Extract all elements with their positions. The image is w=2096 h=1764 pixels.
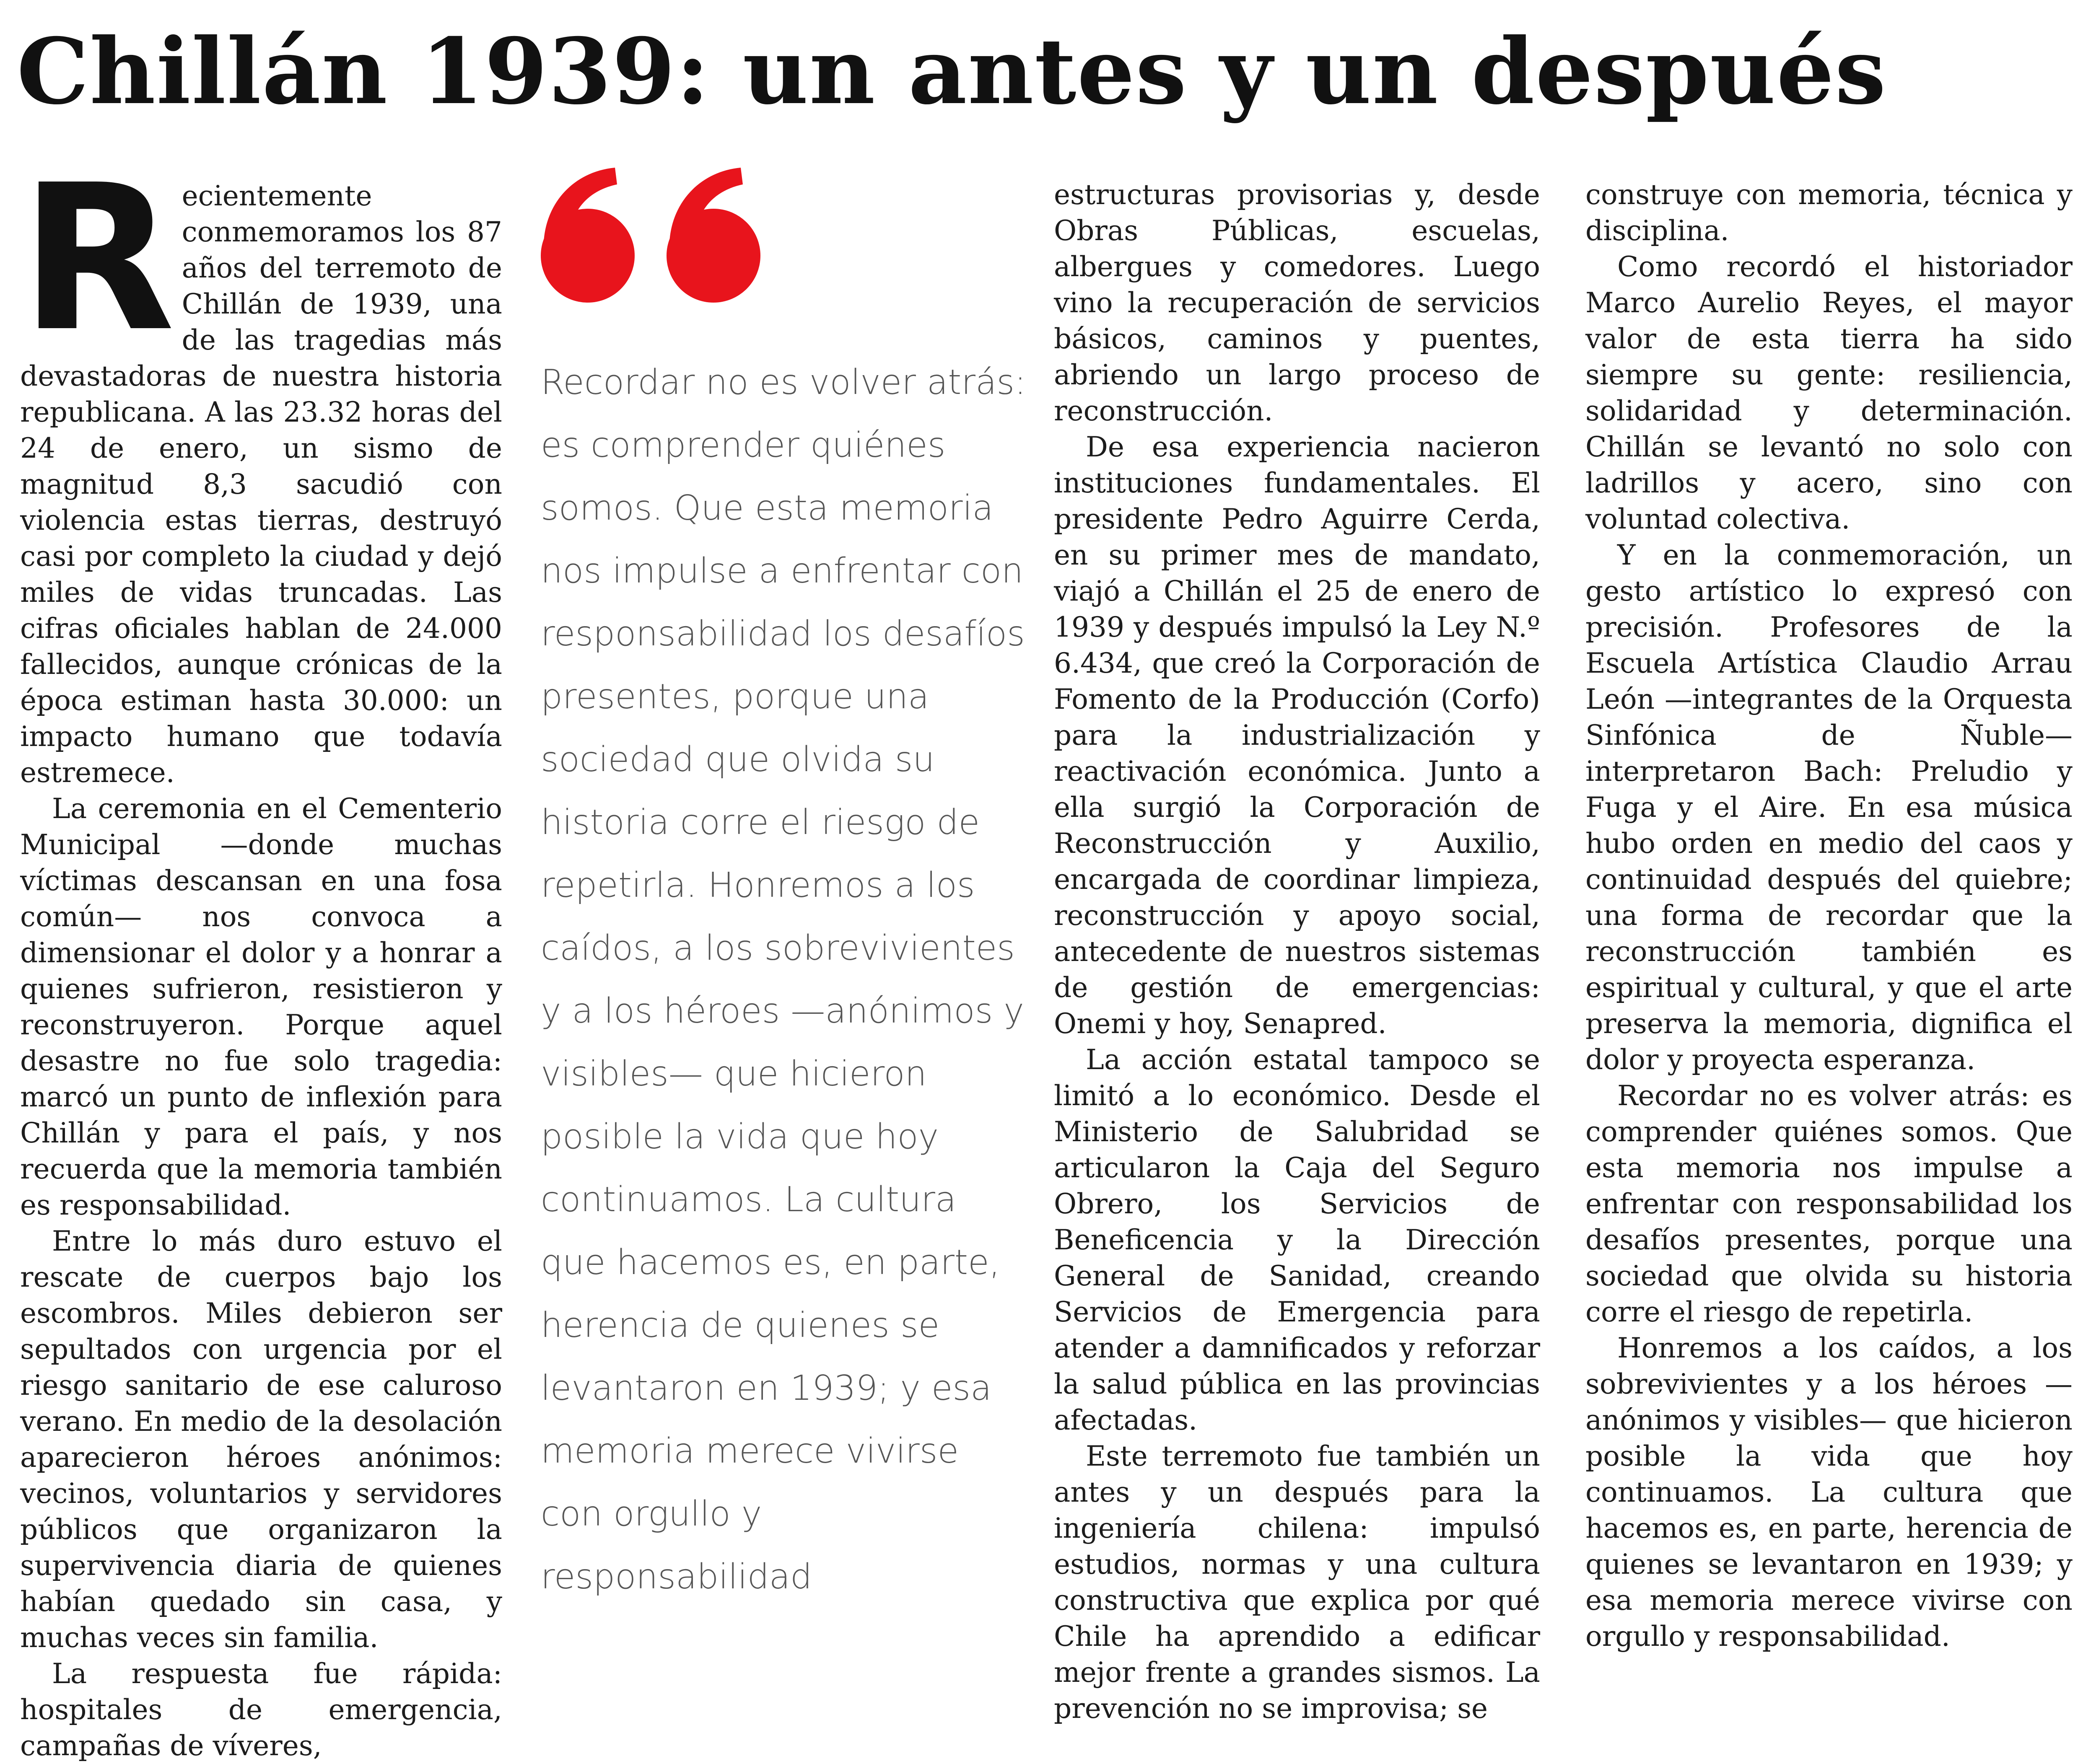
paragraph: construye con memoria, técnica y disciplina. xyxy=(1585,179,2073,247)
headline: Chillán 1939: un antes y un después xyxy=(17,18,1887,124)
article-column-3 xyxy=(1054,177,1540,1727)
paragraph: La acción estatal tampoco se limitó a lo económico. Desde el Ministerio de Salubridad se articularon la Caja del Seguro Obrero, los Servicios de Beneficencia y la Dirección General de Sanidad, creando Servicios de Emergencia para atender a damnificados y reforzar la salud pública en las provincias afectadas. xyxy=(1054,1044,1540,1436)
paragraph: Entre lo más duro estuvo el rescate de cuerpos bajo los escombros. Miles debieron ser sepultados con urgencia por el riesgo sanitario de ese caluroso verano. En medio de la desolación aparecieron héroes anónimos: vecinos, voluntarios y servidores públicos que organizaron la supervivencia diaria de quienes habían quedado sin casa, y muchas veces sin familia. xyxy=(20,1225,502,1654)
quotation-mark-icon xyxy=(537,166,766,304)
paragraph: La respuesta fue rápida: hospitales de emergencia, campañas de víveres, xyxy=(20,1658,502,1762)
paragraph: Como recordó el historiador Marco Aurelio Reyes, el mayor valor de esta tierra ha sido siempre su gente: resiliencia, solidaridad y determinación. Chillán se levantó no solo con ladrillos y acero, sino con voluntad colectiva. xyxy=(1585,251,2073,535)
paragraph: Honremos a los caídos, a los sobrevivientes y a los héroes —anónimos y visibles— que hicieron posible la vida que hoy continuamos. La cultura que hacemos es, en parte, herencia de quienes se levantaron en 1939; y esa memoria merece vivirse con orgullo y responsabilidad. xyxy=(1585,1332,2073,1653)
paragraph: Y en la conmemoración, un gesto artístico lo expresó con precisión. Profesores de la Escuela Artística Claudio Arrau León —integrantes de la Orquesta Sinfónica de Ñuble— interpretaron Bach: Preludio y Fuga y el Aire. En esa música hubo orden en medio del caos y continuidad después del quiebre; una forma de recordar que la reconstrucción también es espiritual y cultural, y que el arte preserva la memoria, dignifica el dolor y proyecta esperanza. xyxy=(1585,539,2073,1076)
pull-quote-text: Recordar no es volver atrás: es comprender quiénes somos. Que esta memoria nos impulse a enfrentar con responsabilidad los desafíos presentes, porque una sociedad que olvida su historia corre el riesgo de repetirla. Honremos a los caídos, a los sobrevivientes y a los héroes —anónimos y visibles— que hicieron posible la vida que hoy continuamos. La cultura que hacemos es, en parte, herencia de quienes se levantaron en 1939; y esa memoria merece vivirse con orgullo y responsabilidad xyxy=(541,363,1026,1597)
paragraph: estructuras provisorias y, desde Obras Públicas, escuelas, albergues y comedores. Luego vino la recuperación de servicios básicos, caminos y puentes, abriendo un largo proceso de reconstrucción. xyxy=(1054,179,1540,427)
drop-cap: R xyxy=(20,142,175,376)
paragraph: De esa experiencia nacieron instituciones fundamentales. El presidente Pedro Aguirre Cerda, en su primer mes de mandato, viajó a Chillán el 25 de enero de 1939 y después impulsó la Ley N.º 6.434, que creó la Corporación de Fomento de la Producción (Corfo) para la industrialización y reactivación económica. Junto a ella surgió la Corporación de Reconstrucción y Auxilio, encargada de coordinar limpieza, reconstrucción y apoyo social, antecedente de nuestros sistemas de gestión de emergencias: Onemi y hoy, Senapred. xyxy=(1054,431,1540,1040)
paragraph: Este terremoto fue también un antes y un después para la ingeniería chilena: impulsó estudios, normas y una cultura constructiva que explica por qué Chile ha aprendido a edificar mejor frente a grandes sismos. La prevención no se improvisa; se xyxy=(1054,1440,1540,1725)
paragraph: ecientemente conmemoramos los 87 años del terremoto de Chillán de 1939, una de las tragedias más devastadoras de nuestra historia republicana. A las 23.32 horas del 24 de enero, un sismo de magnitud 8,3 sacudió con violencia estas tierras, destruyó casi por completo la ciudad y dejó miles de vidas truncadas. Las cifras oficiales hablan de 24.000 fallecidos, aunque crónicas de la época estiman hasta 30.000: un impacto humano que todavía estremece. xyxy=(20,180,502,789)
pull-quote xyxy=(541,351,1031,1609)
article-column-1 xyxy=(20,142,502,1764)
paragraph: La ceremonia en el Cementerio Municipal —donde muchas víctimas descansan en una fosa común— nos convoca a dimensionar el dolor y a honrar a quienes sufrieron, resistieron y reconstruyeron. Porque aquel desastre no fue solo tragedia: marcó un punto de inflexión para Chillán y para el país, y nos recuerda que la memoria también es responsabilidad. xyxy=(20,793,502,1221)
paragraph: Recordar no es volver atrás: es comprender quiénes somos. Que esta memoria nos impulse a enfrentar con responsabilidad los desafíos presentes, porque una sociedad que olvida su historia corre el riesgo de repetirla. xyxy=(1585,1080,2073,1328)
article-column-4 xyxy=(1585,177,2073,1655)
